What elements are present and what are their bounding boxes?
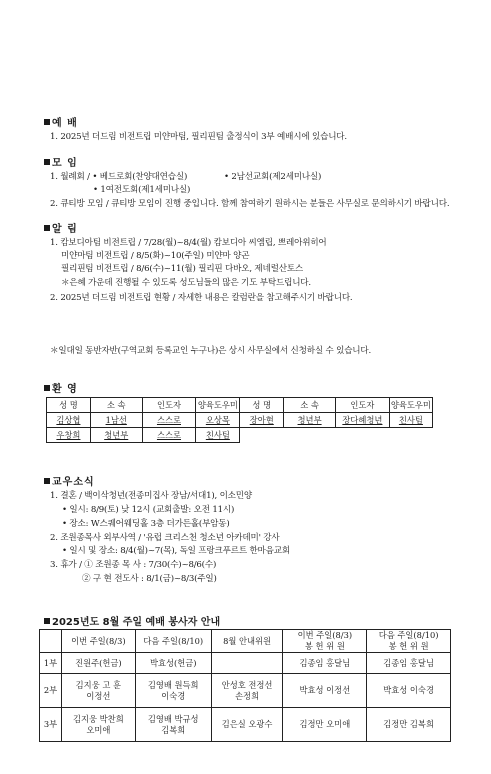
welcome-cell: 우창희	[47, 428, 91, 443]
volunteer-cell: 박효성(헌금)	[135, 653, 211, 674]
empty-cell	[240, 428, 284, 443]
welcome-header-row	[47, 398, 433, 413]
square-bullet-icon	[44, 225, 50, 231]
service-label: 3부	[40, 708, 62, 742]
empty-cell	[284, 428, 336, 443]
header-service	[40, 630, 62, 653]
volunteer-cell: 박효성 이정선	[283, 674, 367, 708]
volunteer-cell: 김정만 오미애	[283, 708, 367, 742]
welcome-cell: 청년부	[284, 413, 336, 428]
welcome-cell: 스스로	[142, 428, 196, 443]
news-line: • 일시 및 장소: 8/4(월)~7(목), 독일 프랑크푸르트 한마음교회	[62, 546, 290, 556]
empty-cell	[389, 428, 432, 443]
volunteer-cell: 진원주(헌금)	[61, 653, 135, 674]
news-heading: 교우소식	[44, 473, 95, 488]
announcement-line: ＊은혜 가운데 진행될 수 있도록 성도님들의 많은 기도 부탁드립니다.	[61, 278, 311, 288]
worship-item: 1. 2025년 더드림 비전트립 미얀마팀, 필리핀팀 출정식이 3부 예배시에 있습니다.	[50, 132, 347, 142]
volunteer-cell: 김지웅 박찬희 오미애	[61, 708, 135, 742]
volunteers-heading: 2025년도 8월 주일 예배 봉사자 안내	[44, 613, 220, 628]
square-bullet-icon	[44, 385, 50, 391]
volunteer-cell: 김은실 오광수	[211, 708, 283, 742]
announcement-line: 필리핀팀 비전트립 / 8/6(수)~11(월) 필리핀 다바오, 제네럴산토스	[61, 264, 304, 274]
welcome-cell: 친사팀	[389, 413, 432, 428]
header-affiliation: 소 속	[284, 398, 336, 413]
volunteer-cell: 김영배 원득희 이숙경	[135, 674, 211, 708]
volunteer-table	[39, 629, 451, 742]
header-affiliation: 소 속	[90, 398, 142, 413]
welcome-cell: 스스로	[142, 413, 196, 428]
meetings-line3: 2. 큐티방 모임 / 큐티방 모임이 진행 중입니다. 함께 참여하기 원하시는 분들은 사무실로 문의하시기 바랍니다.	[50, 199, 450, 209]
header-offering-next-week: 다음 주일(8/10) 봉 헌 위 원	[367, 630, 451, 653]
header-guide: 인도자	[142, 398, 196, 413]
header-mentor: 양육도우미	[389, 398, 432, 413]
volunteer-cell	[211, 653, 283, 674]
announcement-line: 2. 2025년 더드림 비전트립 현황 / 자세한 내용은 칼럼란을 참고해주시기 바랍니다.	[50, 293, 353, 303]
service-label: 2부	[40, 674, 62, 708]
news-line: 3. 휴가 / ① 조원종 목 사 : 7/30(수)~8/6(수)	[50, 560, 217, 570]
header-guide: 인도자	[335, 398, 389, 413]
volunteer-cell: 김지웅 고 훈 이정선	[61, 674, 135, 708]
volunteer-cell: 안성호 전정선 손정희	[211, 674, 283, 708]
volunteer-cell: 김영배 박규성 김복희	[135, 708, 211, 742]
service-label: 1부	[40, 653, 62, 674]
square-bullet-icon	[44, 159, 50, 165]
welcome-cell: 장아현	[240, 413, 284, 428]
table-row	[40, 708, 451, 742]
square-bullet-icon	[44, 478, 50, 484]
table-row	[47, 428, 433, 443]
header-offering-this-week: 이번 주일(8/3) 봉 헌 위 원	[283, 630, 367, 653]
announcement-line: 미얀마팀 비전트립 / 8/5(화)~10(주일) 미얀마 양곤	[61, 251, 250, 261]
discipleship-notice: ＊일대일 동반자반(구역교회 등록교인 누구나)은 상시 사무실에서 신청하실 수 있습니다.	[50, 346, 372, 356]
header-name: 성 명	[240, 398, 284, 413]
meetings-heading: 모 임	[44, 154, 78, 169]
header-mentor: 양육도우미	[196, 398, 240, 413]
welcome-cell: 김상협	[47, 413, 91, 428]
meetings-line1: 1. 월례회 / • 베드로회(찬양대연습실)	[50, 172, 188, 182]
news-line: ② 구 현 전도사 : 8/1(금)~8/3(주일)	[82, 574, 217, 584]
welcome-cell: 친사팀	[196, 428, 240, 443]
volunteer-cell: 김정만 김복희	[367, 708, 451, 742]
empty-cell	[335, 428, 389, 443]
header-ushers: 8월 안내위원	[211, 630, 283, 653]
meetings-line2: • 1여전도회(제1세미나실)	[93, 185, 191, 195]
news-line: • 일시: 8/9(토) 낮 12시 (교회출발: 오전 11시)	[62, 505, 235, 515]
square-bullet-icon	[44, 119, 50, 125]
welcome-heading: 환 영	[44, 380, 78, 395]
announcement-line: 1. 캄보디아팀 비전트립 / 7/28(월)~8/4(월) 캄보디아 씨엠립, 쁘레아위히어	[50, 238, 327, 248]
volunteer-cell: 김종임 홍달님	[283, 653, 367, 674]
volunteer-header-row	[40, 630, 451, 653]
welcome-cell: 장다혜청년	[335, 413, 389, 428]
worship-heading: 예 배	[44, 114, 78, 129]
meetings-line1-second: • 2남선교회(제2세미나실)	[224, 172, 322, 182]
header-next-week: 다음 주일(8/10)	[135, 630, 211, 653]
welcome-table	[46, 397, 433, 443]
news-line: 2. 조원종목사 외부사역 / '유럽 크리스천 청소년 아카데미' 강사	[50, 533, 280, 543]
welcome-cell: 1남선	[90, 413, 142, 428]
welcome-cell: 오상목	[196, 413, 240, 428]
table-row	[47, 413, 433, 428]
news-line: 1. 결혼 / 백이삭청년(전종미집사 장남/서대1), 이소민양	[50, 491, 252, 501]
square-bullet-icon	[44, 618, 50, 624]
volunteer-cell: 박효성 이숙경	[367, 674, 451, 708]
header-this-week: 이번 주일(8/3)	[61, 630, 135, 653]
volunteer-cell: 김종임 홍달님	[367, 653, 451, 674]
announcements-heading: 알 림	[44, 220, 78, 235]
table-row	[40, 653, 451, 674]
welcome-cell: 청년부	[90, 428, 142, 443]
header-name: 성 명	[47, 398, 91, 413]
table-row	[40, 674, 451, 708]
news-line: • 장소: W스퀘어웨딩홀 3층 더가든홀(부암동)	[62, 519, 230, 529]
